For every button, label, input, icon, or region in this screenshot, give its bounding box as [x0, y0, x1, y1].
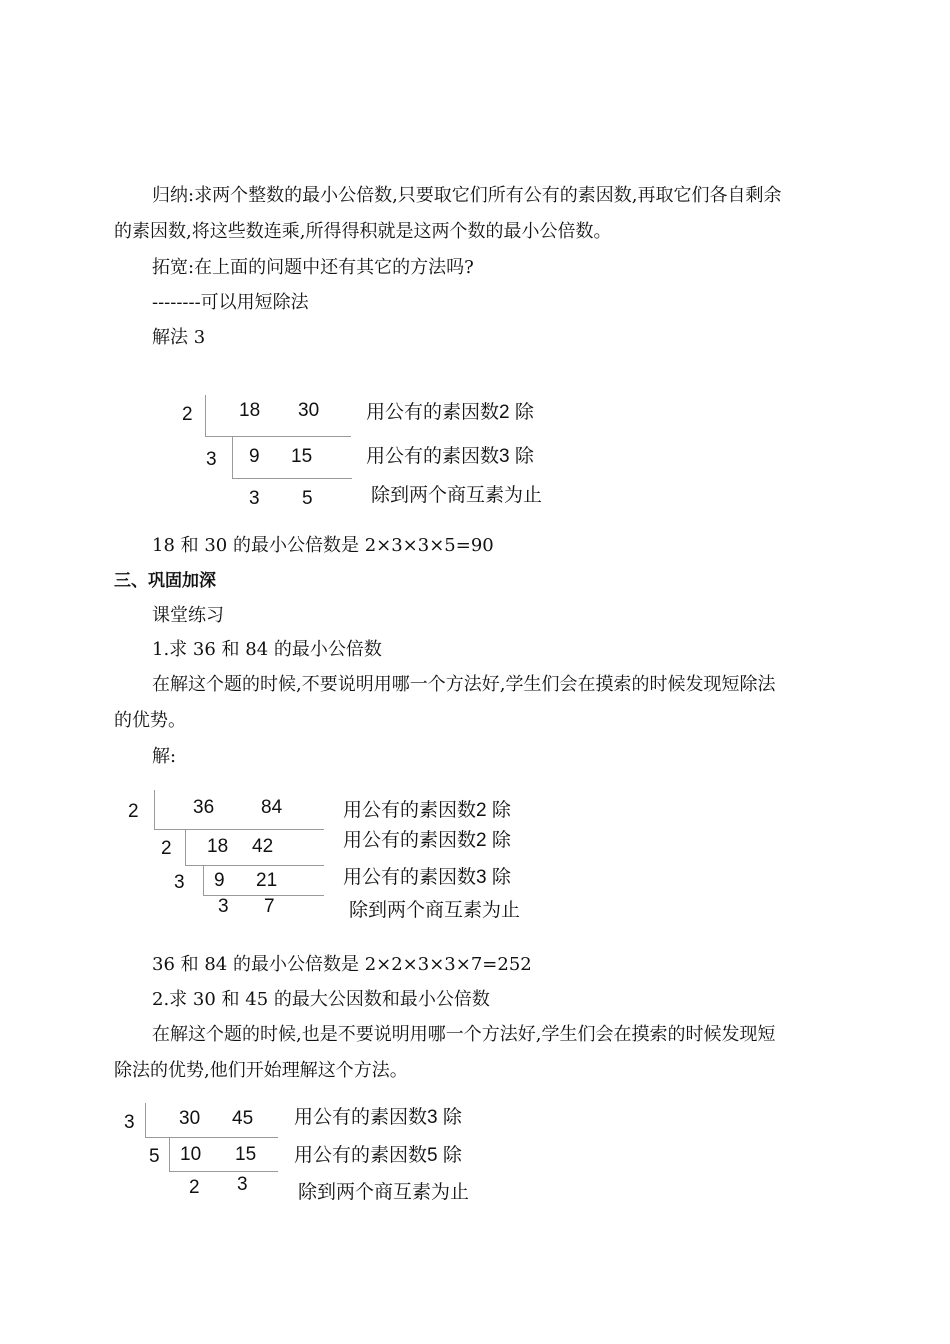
divisor: 3 — [124, 1112, 135, 1133]
step-note: 除到两个商互素为止 — [298, 1182, 470, 1203]
quotient: 18 — [207, 836, 229, 857]
question-1-note-line-1: 在解这个题的时候,不要说明用哪一个方法好,学生们会在摸索的时候发现短除法 — [152, 674, 776, 695]
division-bar-vertical — [205, 395, 206, 437]
dividend: 84 — [261, 797, 283, 818]
question-1-solve-label: 解: — [152, 746, 177, 767]
step-note: 用公有的素因数5 除 — [294, 1145, 462, 1166]
divisor: 3 — [174, 872, 185, 893]
extend-question: 拓宽:在上面的问题中还有其它的方法吗? — [152, 257, 474, 278]
division-bar-vertical — [232, 437, 233, 479]
step-note: 除到两个商互素为止 — [371, 485, 543, 506]
summary-line-2: 的素因数,将这些数连乘,所得得积就是这两个数的最小公倍数。 — [114, 221, 612, 242]
dividend: 30 — [179, 1108, 201, 1129]
quotient: 10 — [180, 1144, 202, 1165]
dividend: 45 — [232, 1108, 254, 1129]
division-bar-horizontal — [169, 1171, 278, 1172]
question-2: 2.求 30 和 45 的最大公因数和最小公倍数 — [152, 989, 490, 1010]
final-quotient: 3 — [237, 1174, 248, 1195]
division-bar-vertical — [185, 830, 186, 866]
final-quotient: 3 — [218, 896, 229, 917]
step-note: 用公有的素因数2 除 — [366, 402, 534, 423]
step-note: 用公有的素因数3 除 — [294, 1107, 462, 1128]
final-quotient: 3 — [249, 488, 260, 509]
divisor: 2 — [128, 801, 139, 822]
division-bar-horizontal — [185, 865, 324, 866]
division-bar-horizontal — [145, 1137, 278, 1138]
final-quotient: 5 — [302, 488, 313, 509]
quotient: 42 — [252, 836, 274, 857]
final-quotient: 7 — [264, 896, 275, 917]
quotient: 15 — [235, 1144, 257, 1165]
quotient: 9 — [214, 870, 225, 891]
division-bar-horizontal — [154, 829, 324, 830]
section-3-heading: 三、巩固加深 — [114, 571, 216, 591]
question-2-note-line-1: 在解这个题的时候,也是不要说明用哪一个方法好,学生们会在摸索的时候发现短 — [152, 1024, 776, 1045]
method-3-label: 解法 3 — [152, 327, 206, 348]
quotient: 9 — [249, 446, 260, 467]
step-note: 除到两个商互素为止 — [349, 900, 521, 921]
result-2: 36 和 84 的最小公倍数是 2×2×3×3×7=252 — [152, 954, 532, 975]
step-note: 用公有的素因数2 除 — [343, 830, 511, 851]
divisor: 2 — [182, 404, 193, 425]
divisor: 5 — [149, 1146, 160, 1167]
division-bar-vertical — [154, 790, 155, 830]
step-note: 用公有的素因数2 除 — [343, 800, 511, 821]
practice-label: 课堂练习 — [152, 605, 224, 626]
final-quotient: 2 — [189, 1177, 200, 1198]
quotient: 21 — [256, 870, 278, 891]
division-bar-vertical — [169, 1138, 170, 1172]
division-bar-horizontal — [205, 436, 351, 437]
short-division-hint: --------可以用短除法 — [152, 292, 309, 313]
division-bar-horizontal — [232, 478, 352, 479]
step-note: 用公有的素因数3 除 — [366, 446, 534, 467]
division-bar-vertical — [203, 866, 204, 896]
step-note: 用公有的素因数3 除 — [343, 867, 511, 888]
dividend: 18 — [239, 400, 261, 421]
question-1-note-line-2: 的优势。 — [114, 710, 186, 731]
question-2-note-line-2: 除法的优势,他们开始理解这个方法。 — [114, 1060, 408, 1081]
dividend: 30 — [298, 400, 320, 421]
quotient: 15 — [291, 446, 313, 467]
question-1: 1.求 36 和 84 的最小公倍数 — [152, 639, 382, 660]
result-1: 18 和 30 的最小公倍数是 2×3×3×5=90 — [152, 535, 494, 556]
divisor: 2 — [161, 838, 172, 859]
divisor: 3 — [206, 449, 217, 470]
summary-line-1: 归纳:求两个整数的最小公倍数,只要取它们所有公有的素因数,再取它们各自剩余 — [152, 185, 782, 206]
division-bar-vertical — [145, 1103, 146, 1138]
dividend: 36 — [193, 797, 215, 818]
